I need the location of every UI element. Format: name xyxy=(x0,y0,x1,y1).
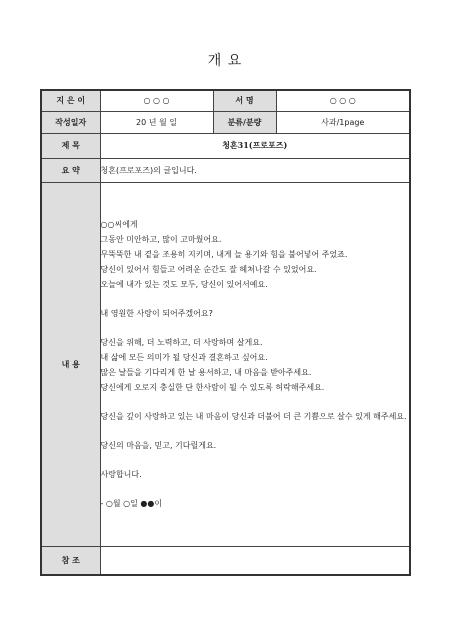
subject-value: 청혼31(프로포즈) xyxy=(100,133,410,158)
reference-value xyxy=(100,546,410,575)
category-value: 사과/1page xyxy=(276,111,410,133)
body-line: 오늘에 내가 있는 것도 모두, 당신이 있어서예요. xyxy=(100,280,268,289)
body-line: 무뚝뚝한 내 곁을 조용히 지키며, 내게 늘 용기와 힘을 불어넣어 주었죠. xyxy=(100,250,348,259)
body-paragraph: 당신을 깊이 사랑하고 있는 내 마음이 당신과 더불어 더 큰 기쁨으로 살수 있게 해주세요. xyxy=(100,412,407,421)
reference-label: 참 조 xyxy=(41,546,100,575)
summary-value: 청혼(프로포즈)의 글입니다. xyxy=(100,158,410,182)
category-label: 분류/분량 xyxy=(213,111,276,133)
date-label: 작성일자 xyxy=(41,111,100,133)
summary-label: 요 약 xyxy=(41,158,100,182)
date-row xyxy=(41,111,410,133)
subject-row xyxy=(41,133,410,158)
signature-label: 서 명 xyxy=(213,90,276,111)
summary-row xyxy=(41,158,410,182)
date-value: 20 년 월 일 xyxy=(100,111,213,133)
body-line: 당신이 있어서 힘들고 어려운 순간도 잘 헤쳐나갈 수 있었어요. xyxy=(100,265,317,274)
body-line: 당신에게 오로지 충실한 단 한사람이 될 수 있도록 허락해주세요. xyxy=(100,383,325,392)
author-value: ○ ○ ○ xyxy=(100,90,213,111)
body-line: 그동안 미안하고, 많이 고마웠어요. xyxy=(100,235,222,244)
body-line: 내 삶에 모든 의미가 될 당신과 결혼하고 싶어요. xyxy=(100,353,268,362)
author-label: 지 은 이 xyxy=(41,90,100,111)
overview-form-table xyxy=(40,89,411,576)
reference-row xyxy=(41,546,410,575)
body-line: 많은 날들을 기다리게 한 날 용서하고, 내 마음을 받아주세요. xyxy=(100,368,312,377)
content-row xyxy=(41,182,410,546)
document-title: 개 요 xyxy=(207,53,243,69)
greeting-line: ○○씨에게 xyxy=(100,220,138,229)
body-line: 당신의 마음을, 믿고, 기다릴게요. xyxy=(100,441,217,450)
closing-line: 사랑합니다. xyxy=(100,470,142,479)
signature-value: ○ ○ ○ xyxy=(276,90,410,111)
sign-line: - ○월 ○일 ●●이 xyxy=(100,499,163,508)
content-body xyxy=(100,182,410,546)
subject-label: 제 목 xyxy=(41,133,100,158)
question-line: 내 영원한 사랑이 되어주겠어요? xyxy=(100,309,213,318)
content-label: 내 용 xyxy=(41,182,100,546)
body-line: 당신을 위해, 더 노력하고, 더 사랑하며 살게요. xyxy=(100,338,263,347)
author-row xyxy=(41,90,410,111)
